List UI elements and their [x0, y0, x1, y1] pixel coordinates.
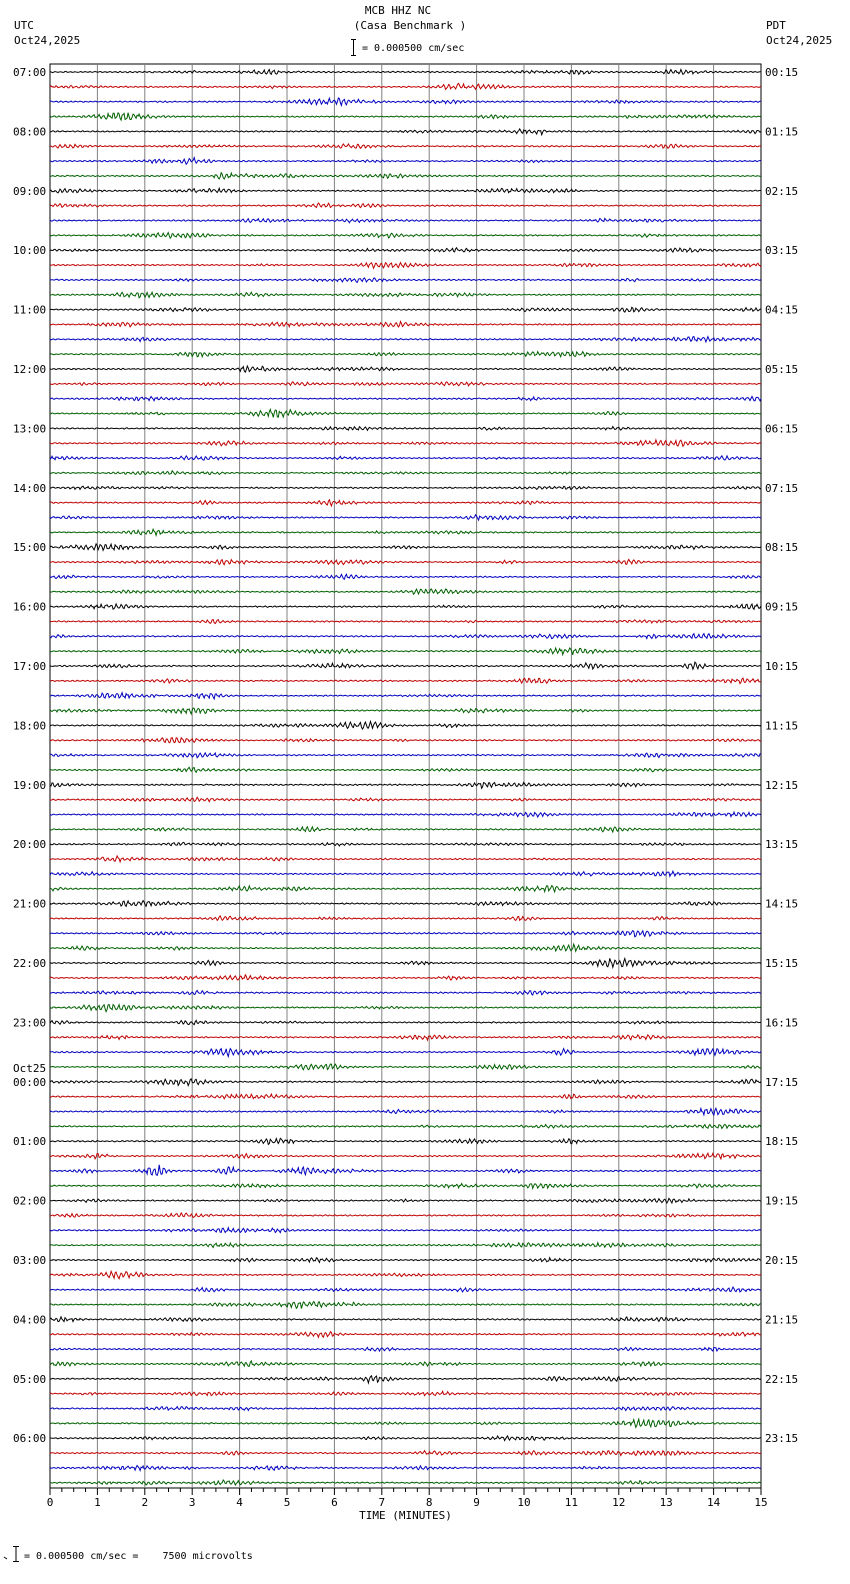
trace-line	[50, 738, 761, 743]
trace-line	[50, 1228, 761, 1233]
trace-line	[50, 1376, 761, 1383]
utc-hour-label: 03:00	[13, 1254, 47, 1267]
trace-line	[50, 1165, 761, 1176]
trace-line	[50, 842, 761, 846]
trace-line	[50, 1332, 761, 1338]
trace-line	[50, 382, 761, 386]
trace-line	[50, 218, 761, 222]
trace-line	[50, 991, 761, 996]
footer-scale-icon	[3, 1545, 21, 1567]
trace-line	[50, 901, 761, 907]
trace-line	[50, 366, 761, 372]
trace-line	[50, 440, 761, 446]
trace-line	[50, 233, 761, 239]
utc-hour-label: 23:00	[13, 1016, 47, 1030]
x-tick-label: 15	[754, 1496, 768, 1509]
trace-line	[50, 529, 761, 535]
trace-line	[50, 1213, 761, 1218]
utc-hour-label: 21:00	[13, 897, 47, 911]
right-timezone-label: PDT	[766, 19, 786, 32]
trace-line	[50, 1138, 761, 1144]
trace-line	[50, 753, 761, 758]
left-date-label: Oct24,2025	[14, 34, 81, 47]
x-tick-label: 0	[46, 1496, 54, 1509]
trace-line	[50, 203, 761, 208]
trace-line	[50, 604, 761, 609]
pdt-time-label: 15:15	[765, 957, 799, 970]
pdt-time-label: 09:15	[765, 600, 799, 614]
pdt-time-label: 00:15	[765, 66, 799, 79]
pdt-time-label: 18:15	[765, 1135, 799, 1149]
pdt-time-label: 13:15	[765, 838, 799, 852]
trace-line	[50, 1436, 761, 1441]
trace-line	[50, 1035, 761, 1040]
x-tick-label: 6	[331, 1496, 338, 1509]
trace-line	[50, 70, 761, 75]
trace-line	[50, 1243, 761, 1248]
utc-hour-label: 05:00	[13, 1372, 47, 1386]
trace-line	[50, 782, 761, 788]
x-tick-label: 5	[283, 1496, 291, 1509]
pdt-time-label: 17:15	[765, 1075, 799, 1089]
trace-line	[50, 427, 761, 431]
trace-line	[50, 544, 761, 550]
trace-line	[50, 397, 761, 401]
trace-line	[50, 856, 761, 862]
trace-line	[50, 944, 761, 951]
x-tick-label: 4	[236, 1496, 243, 1509]
trace-line	[50, 693, 761, 699]
trace-line	[50, 1480, 761, 1485]
trace-line	[50, 144, 761, 148]
pdt-time-label: 22:15	[765, 1372, 799, 1386]
trace-line	[50, 916, 761, 921]
trace-line	[50, 662, 761, 669]
trace-line	[50, 98, 761, 105]
x-tick-label: 2	[141, 1496, 149, 1509]
trace-line	[50, 1271, 761, 1278]
pdt-time-label: 21:15	[765, 1313, 799, 1327]
utc-hour-label: 08:00	[13, 125, 47, 139]
left-timezone-label: UTC	[14, 19, 34, 32]
trace-line	[50, 263, 761, 269]
trace-line	[50, 1079, 761, 1086]
trace-line	[50, 352, 761, 357]
trace-line	[50, 1094, 761, 1099]
right-date-label: Oct24,2025	[766, 34, 833, 47]
pdt-time-label: 12:15	[765, 778, 799, 792]
trace-line	[50, 931, 761, 937]
utc-hour-label: 02:00	[13, 1194, 47, 1208]
trace-line	[50, 278, 761, 282]
trace-line	[50, 975, 761, 980]
trace-line	[50, 1466, 761, 1471]
x-tick-label: 12	[612, 1496, 626, 1509]
x-tick-label: 14	[706, 1496, 721, 1509]
trace-line	[50, 409, 761, 417]
trace-line	[50, 1020, 761, 1024]
utc-hour-label: 17:00	[13, 660, 47, 673]
utc-hour-label: 10:00	[13, 244, 47, 258]
trace-line	[50, 486, 761, 489]
trace-line	[50, 958, 761, 967]
trace-line	[50, 574, 761, 579]
trace-line	[50, 1361, 761, 1366]
trace-line	[50, 1407, 761, 1411]
trace-line	[50, 797, 761, 801]
pdt-time-label: 03:15	[765, 244, 799, 258]
trace-line	[50, 722, 761, 730]
trace-line	[50, 1124, 761, 1128]
pdt-time-label: 02:15	[765, 184, 799, 198]
utc-hour-label: 20:00	[13, 838, 47, 852]
trace-line	[50, 322, 761, 327]
trace-line	[50, 1108, 761, 1115]
trace-line	[50, 1198, 761, 1203]
trace-line	[50, 1317, 761, 1322]
pdt-time-label: 16:15	[765, 1016, 799, 1030]
footer-scale-label: = 0.000500 cm/sec = 7500 microvolts	[24, 1551, 253, 1562]
utc-hour-label: 11:00	[13, 303, 47, 317]
trace-line	[50, 173, 761, 179]
trace-line	[50, 515, 761, 520]
pdt-time-label: 08:15	[765, 541, 799, 555]
x-tick-label: 3	[188, 1496, 196, 1509]
pdt-time-label: 20:15	[765, 1254, 799, 1267]
utc-hour-label: 18:00	[13, 719, 47, 733]
trace-line	[50, 812, 761, 817]
trace-line	[50, 886, 761, 892]
utc-hour-label: 19:00	[13, 778, 47, 792]
utc-hour-label: 15:00	[13, 541, 47, 555]
trace-line	[50, 188, 761, 193]
trace-line	[50, 827, 761, 832]
trace-line	[50, 648, 761, 655]
trace-line	[50, 158, 761, 165]
date-change-label: Oct25	[13, 1061, 47, 1075]
pdt-time-label: 01:15	[765, 125, 799, 139]
x-tick-label: 13	[659, 1496, 673, 1509]
site-title: (Casa Benchmark )	[353, 19, 467, 32]
trace-line	[50, 620, 761, 624]
trace-line	[50, 1391, 761, 1395]
trace-line	[50, 1302, 761, 1309]
trace-line	[50, 1347, 761, 1351]
x-tick-label: 9	[473, 1496, 480, 1509]
pdt-time-label: 04:15	[765, 303, 799, 317]
trace-line	[50, 1184, 761, 1189]
trace-line	[50, 767, 761, 772]
pdt-time-label: 06:15	[765, 422, 799, 436]
utc-hour-label: 16:00	[13, 600, 47, 614]
utc-hour-label: 12:00	[13, 363, 47, 376]
pdt-time-label: 07:15	[765, 481, 799, 495]
utc-hour-label: 04:00	[13, 1313, 47, 1327]
utc-hour-label: 13:00	[13, 422, 47, 436]
trace-line	[50, 129, 761, 135]
trace-line	[50, 500, 761, 506]
x-tick-label: 8	[425, 1496, 433, 1509]
x-tick-label: 11	[564, 1496, 579, 1509]
pdt-time-label: 05:15	[765, 363, 799, 376]
trace-line	[50, 871, 761, 876]
trace-line	[50, 589, 761, 594]
trace-line	[50, 471, 761, 475]
utc-hour-label: 14:00	[13, 481, 47, 495]
trace-line	[50, 337, 761, 342]
trace-line	[50, 1049, 761, 1057]
x-tick-label: 10	[517, 1496, 531, 1509]
trace-line	[50, 708, 761, 714]
pdt-time-label: 23:15	[765, 1432, 799, 1446]
pdt-time-label: 14:15	[765, 897, 799, 911]
trace-line	[50, 678, 761, 684]
pdt-time-label: 10:15	[765, 660, 799, 673]
x-axis-label: TIME (MINUTES)	[359, 1509, 452, 1522]
trace-line	[50, 1258, 761, 1263]
utc-hour-label: 00:00	[13, 1075, 47, 1089]
utc-hour-label: 09:00	[13, 184, 47, 198]
trace-line	[50, 292, 761, 298]
utc-hour-label: 07:00	[13, 66, 47, 79]
trace-line	[50, 559, 761, 564]
utc-hour-label: 06:00	[13, 1432, 47, 1446]
trace-line	[50, 456, 761, 460]
pdt-time-label: 19:15	[765, 1194, 799, 1208]
trace-line	[50, 1064, 761, 1070]
trace-line	[50, 307, 761, 312]
trace-line	[50, 634, 761, 639]
pdt-time-label: 11:15	[765, 719, 799, 733]
station-title: MCB HHZ NC	[364, 4, 432, 17]
trace-line	[50, 113, 761, 120]
trace-line	[50, 1287, 761, 1292]
trace-line	[50, 1419, 761, 1427]
x-tick-label: 1	[94, 1496, 101, 1509]
trace-line	[50, 1153, 761, 1159]
x-tick-label: 7	[378, 1496, 386, 1509]
scale-label: = 0.000500 cm/sec	[362, 43, 465, 54]
utc-hour-label: 01:00	[13, 1135, 47, 1149]
trace-line	[50, 1005, 761, 1012]
trace-line	[50, 83, 761, 89]
trace-line	[50, 248, 761, 252]
utc-hour-label: 22:00	[13, 957, 47, 970]
trace-line	[50, 1451, 761, 1456]
